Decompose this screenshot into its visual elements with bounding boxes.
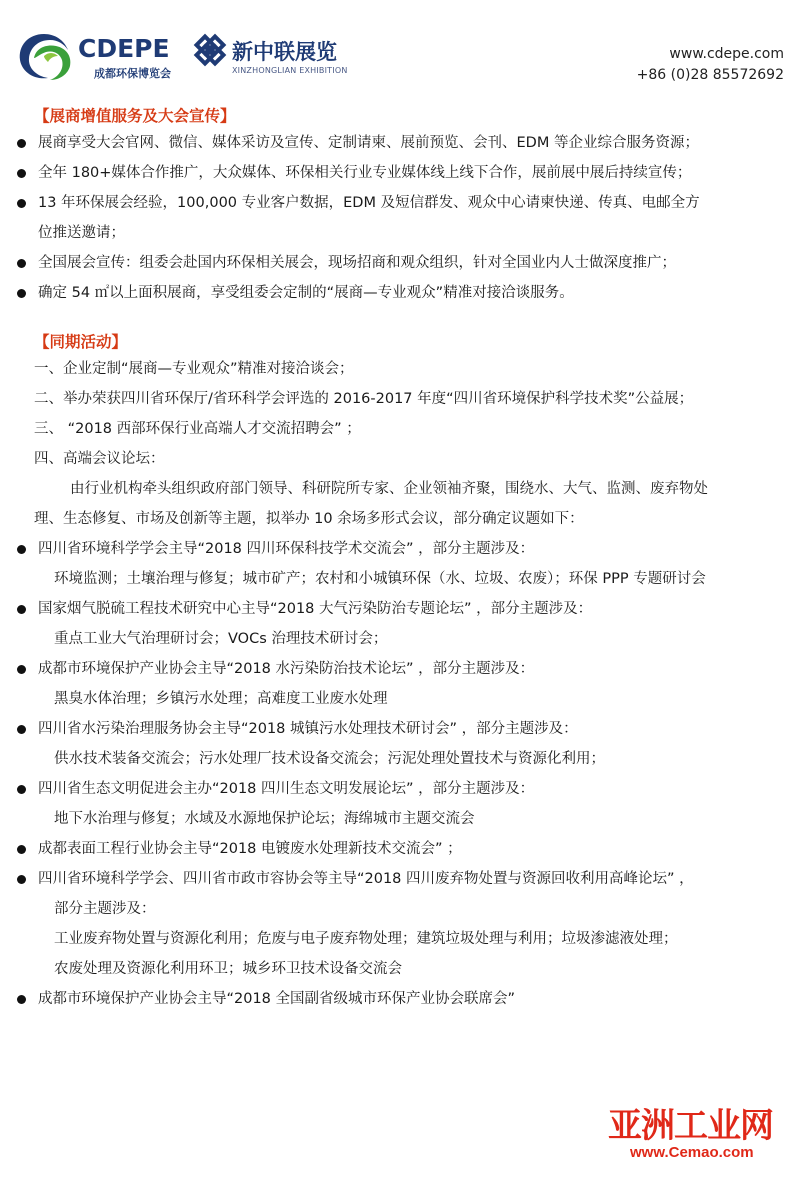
forum-item: 国家烟气脱硫工程技术研究中心主导“2018 大气污染防治专题论坛” ，部分主题涉及： [14, 594, 790, 624]
phone-number: +86 (0)28 85572692 [636, 67, 784, 83]
forum-topics: 农废处理及资源化利用环卫；城乡环卫技术设备交流会 [54, 961, 402, 977]
cdepe-swirl-icon [14, 28, 76, 84]
cdepe-logo [14, 26, 194, 86]
forum-topics: 黑臭水体治理；乡镇污水处理；高难度工业废水处理 [54, 691, 388, 707]
list-item: 全国展会宣传：组委会赴国内环保相关展会，现场招商和观众组织，针对全国业内人士做深度推广； [14, 248, 790, 278]
event-item: 一、企业定制“展商—专业观众”精准对接洽谈会； [34, 361, 354, 377]
event-item: 二、举办荣获四川省环保厅/省环科学会评选的 2016-2017 年度“四川省环境保护科学技术奖”公益展； [34, 391, 694, 407]
forum-item: 四川省环境科学学会、四川省市政市容协会等主导“2018 四川废弃物处置与资源回收利用高峰论坛” ， [14, 864, 790, 894]
forum-item: 成都市环境保护产业协会主导“2018 全国副省级城市环保产业协会联席会” [14, 984, 790, 1014]
website-link[interactable]: www.cdepe.com [669, 46, 784, 62]
xinzhonglian-logo [192, 28, 362, 88]
list-item-continuation: 位推送邀请； [38, 225, 125, 241]
forum-item: 成都市环境保护产业协会主导“2018 水污染防治技术论坛” ，部分主题涉及： [14, 654, 790, 684]
forum-topics: 地下水治理与修复；水域及水源地保护论坛；海绵城市主题交流会 [54, 811, 475, 827]
forum-topics: 环境监测；土壤治理与修复；城市矿产；农村和小城镇环保（水、垃圾、农废）；环保 PPP 专题研讨会 [54, 571, 706, 587]
forum-item: 四川省生态文明促进会主办“2018 四川生态文明发展论坛” ，部分主题涉及： [14, 774, 790, 804]
page-content [34, 104, 790, 1014]
paragraph-line: 理、生态修复、市场及创新等主题，拟举办 10 余场多形式会议，部分确定议题如下： [34, 511, 584, 527]
watermark-url: www.Cemao.com [630, 1144, 754, 1161]
xinzhonglian-logo-subtitle: XINZHONGLIAN EXHIBITION [232, 66, 348, 75]
section-heading-services: 【展商增值服务及大会宣传】 [34, 107, 236, 125]
list-item: 确定 54 ㎡以上面积展商，享受组委会定制的“展商—专业观众”精准对接洽谈服务。 [14, 278, 790, 308]
forum-topics: 工业废弃物处置与资源化利用；危废与电子废弃物处理；建筑垃圾处理与利用；垃圾渗滤液处理； [54, 931, 678, 947]
forum-topics: 供水技术装备交流会；污水处理厂技术设备交流会；污泥处理处置技术与资源化利用； [54, 751, 605, 767]
page-header [0, 0, 800, 100]
section-heading-events: 【同期活动】 [34, 333, 128, 351]
cdepe-logo-subtitle: 成都环保博览会 [94, 67, 171, 80]
contact-info [637, 44, 784, 86]
event-item: 四、高端会议论坛： [34, 451, 165, 467]
xinzhonglian-diamond-icon [192, 32, 228, 68]
forum-item-continuation: 部分主题涉及： [54, 901, 156, 917]
cdepe-logo-name: CDEPE [78, 34, 170, 63]
list-item: 全年 180+媒体合作推广，大众媒体、环保相关行业专业媒体线上线下合作，展前展中展后持续宣传； [14, 158, 790, 188]
forum-item: 成都表面工程行业协会主导“2018 电镀废水处理新技术交流会” ； [14, 834, 790, 864]
list-item: 展商享受大会官网、微信、媒体采访及宣传、定制请柬、展前预览、会刊、EDM 等企业综合服务资源； [14, 128, 790, 158]
event-item: 三、 “2018 西部环保行业高端人才交流招聘会” ； [34, 421, 361, 437]
watermark-text: 亚洲工业网 [608, 1106, 773, 1146]
watermark [608, 1098, 796, 1170]
list-item: 13 年环保展会经验，100,000 专业客户数据，EDM 及短信群发、观众中心请柬快递、传真、电邮全方 [14, 188, 790, 218]
forum-item: 四川省水污染治理服务协会主导“2018 城镇污水处理技术研讨会” ，部分主题涉及： [14, 714, 790, 744]
forum-item: 四川省环境科学学会主导“2018 四川环保科技学术交流会” ，部分主题涉及： [14, 534, 790, 564]
forum-topics: 重点工业大气治理研讨会；VOCs 治理技术研讨会； [54, 631, 388, 647]
xinzhonglian-logo-name: 新中联展览 [232, 40, 337, 64]
paragraph-line: 由行业机构牵头组织政府部门领导、科研院所专家、企业领袖齐聚，围绕水、大气、监测、废弃物处 [70, 481, 708, 497]
